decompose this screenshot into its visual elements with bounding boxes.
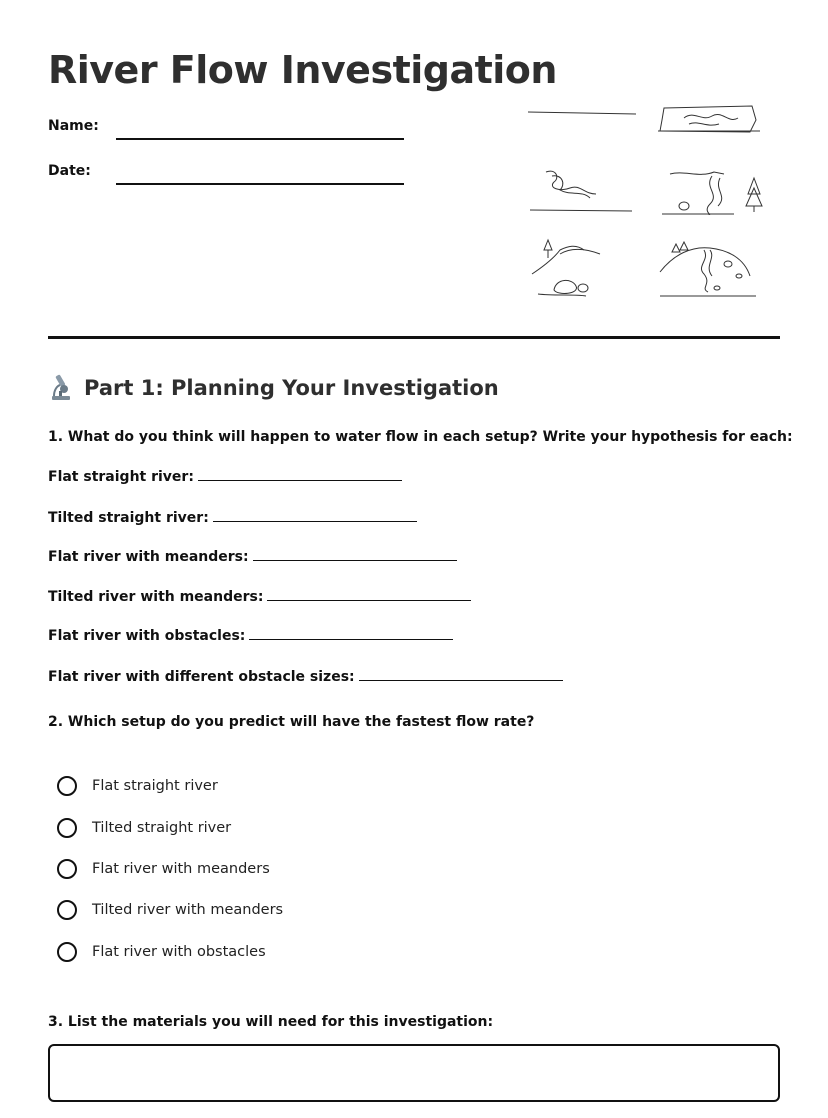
hypothesis-label: Tilted river with meanders: <box>48 589 264 605</box>
hypothesis-blank[interactable] <box>198 469 402 481</box>
hypothesis-row <box>48 669 563 685</box>
question-3: 3. List the materials you will need for this investigation: <box>48 1014 494 1030</box>
worksheet-title: River Flow Investigation <box>48 48 557 92</box>
hypothesis-label: Flat straight river: <box>48 469 194 485</box>
hypothesis-row <box>48 589 471 605</box>
radio-option[interactable] <box>57 776 218 796</box>
radio-option-label: Tilted river with meanders <box>92 902 284 918</box>
name-input-line[interactable] <box>116 138 404 140</box>
hypothesis-blank[interactable] <box>249 628 453 640</box>
radio-option-label: Flat straight river <box>92 778 218 794</box>
hypothesis-row <box>48 549 457 565</box>
hypothesis-label: Tilted straight river: <box>48 510 209 526</box>
name-label: Name: <box>48 118 99 134</box>
illustration-tilted-meanders <box>662 172 762 215</box>
illustration-flat-obstacles <box>532 240 600 296</box>
question-1: 1. What do you think will happen to water flow in each setup? Write your hypothesis for each: <box>48 429 793 445</box>
hypothesis-label: Flat river with obstacles: <box>48 628 246 644</box>
hypothesis-blank[interactable] <box>267 589 471 601</box>
radio-option-label: Tilted straight river <box>92 820 232 836</box>
hypothesis-blank[interactable] <box>253 549 457 561</box>
date-label: Date: <box>48 163 91 179</box>
illustration-different-obstacle-sizes <box>660 242 756 296</box>
date-input-line[interactable] <box>116 183 404 185</box>
hypothesis-label: Flat river with meanders: <box>48 549 249 565</box>
materials-textarea[interactable] <box>48 1044 780 1102</box>
hypothesis-blank[interactable] <box>359 669 563 681</box>
radio-button[interactable] <box>57 942 77 962</box>
hypothesis-row <box>48 628 453 644</box>
part1-heading <box>48 374 499 402</box>
hypothesis-blank[interactable] <box>213 510 417 522</box>
radio-option[interactable] <box>57 859 270 879</box>
section-divider <box>48 336 780 339</box>
illustration-flat-meanders <box>530 171 632 211</box>
hypothesis-row <box>48 469 402 485</box>
question-2: 2. Which setup do you predict will have the fastest flow rate? <box>48 714 535 730</box>
radio-option[interactable] <box>57 942 266 962</box>
illustration-flat-straight <box>528 112 636 114</box>
radio-option[interactable] <box>57 900 283 920</box>
microscope-icon <box>48 374 74 402</box>
hypothesis-label: Flat river with different obstacle sizes: <box>48 669 355 685</box>
hypothesis-row <box>48 510 417 526</box>
radio-button[interactable] <box>57 859 77 879</box>
part1-heading-text: Part 1: Planning Your Investigation <box>84 376 499 400</box>
river-setup-illustrations <box>524 98 774 308</box>
illustration-tilted-straight-tray <box>658 106 760 132</box>
radio-option-label: Flat river with obstacles <box>92 944 266 960</box>
radio-option[interactable] <box>57 818 231 838</box>
radio-button[interactable] <box>57 900 77 920</box>
radio-button[interactable] <box>57 776 77 796</box>
radio-button[interactable] <box>57 818 77 838</box>
radio-option-label: Flat river with meanders <box>92 861 270 877</box>
